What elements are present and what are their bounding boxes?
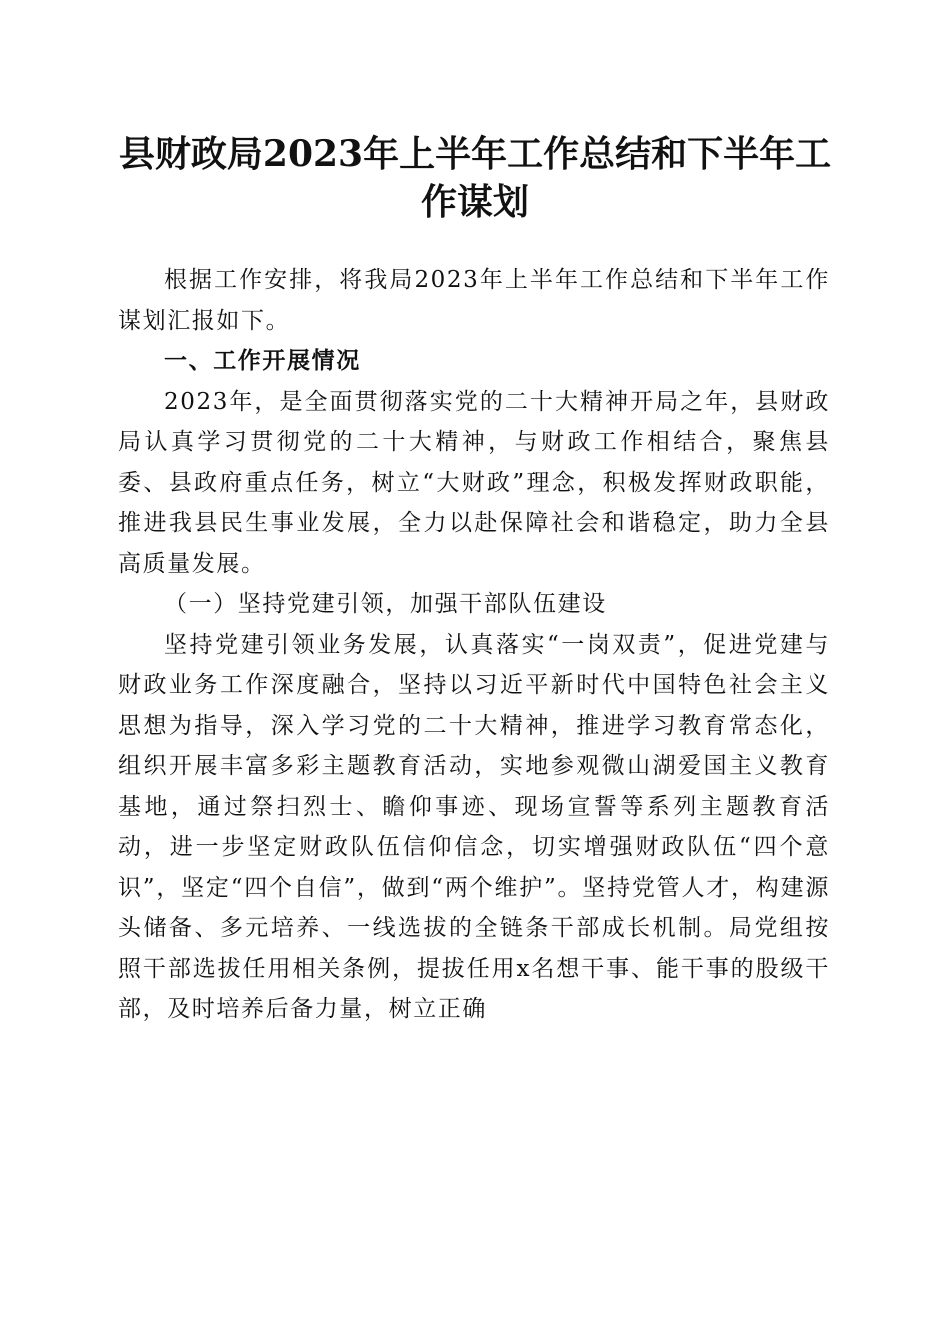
subsection-heading: （一）坚持党建引领，加强干部队伍建设 [164, 591, 607, 617]
document-body [118, 260, 830, 1030]
intro-paragraph: 根据工作安排，将我局2023年上半年工作总结和下半年工作谋划汇报如下。 [118, 267, 830, 334]
section-heading: 一、工作开展情况 [164, 347, 361, 374]
section-paragraph: 2023年，是全面贯彻落实党的二十大精神开局之年，县财政局认真学习贯彻党的二十大精神，与财政工作相结合，聚焦县委、县政府重点任务，树立“大财政”理念，积极发挥财政职能，推进我县民生事业发展，全力以赴保障社会和谐稳定，助力全县高质量发展。 [118, 388, 830, 577]
subsection-paragraph: 坚持党建引领业务发展，认真落实“一岗双责”，促进党建与财政业务工作深度融合，坚持以习近平新时代中国特色社会主义思想为指导，深入学习党的二十大精神，推进学习教育常态化，组织开展丰富多彩主题教育活动，实地参观微山湖爱国主义教育基地，通过祭扫烈士、瞻仰事迹、现场宣誓等系列主题教育活动，进一步坚定财政队伍信仰信念，切实增强财政队伍“四个意识”，坚定“四个自信”，做到“两个维护”。坚持党管人才，构建源头储备、多元培养、一线选拔的全链条干部成长机制。局党组按照干部选拔任用相关条例，提拔任用x名想干事、能干事的股级干部，及时培养后备力量，树立正确 [118, 631, 830, 1022]
document-title: 县财政局2023年上半年工作总结和下半年工作谋划 [118, 133, 832, 223]
